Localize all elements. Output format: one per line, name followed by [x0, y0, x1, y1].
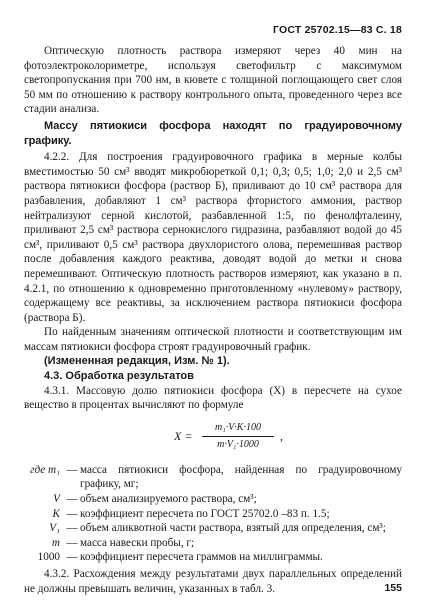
page-number: 155 [384, 582, 402, 594]
definition-dash: — [66, 522, 78, 535]
paragraph-calibration-note: Массу пятиокиси фосфора находят по градуировочному графику. [24, 119, 402, 147]
paragraph-4-3-1: 4.3.1. Массовую долю пятиокиси фосфора (X) в пересчете на сухое вещество в процентах вычисляют по формуле [24, 384, 402, 412]
formula-end: , [280, 428, 283, 443]
definition-dash: — [66, 493, 78, 506]
paragraph-amendment: (Измененная редакция, Изм. № 1). [44, 355, 230, 368]
formula-denominator: m·V₁·1000 [217, 439, 259, 451]
definition-dash: — [66, 507, 78, 520]
definition-text: коэффициент пересчета граммов на миллиграммы. [80, 551, 323, 564]
definition-symbol: m [51, 536, 60, 549]
paragraph-4-3-2: 4.3.2. Расхождения между результатами двух параллельных определений не должны превышать величин, указанных в табл. 3. [24, 568, 402, 595]
formula-numerator: m₁·V·K·100 [202, 421, 274, 438]
formula-lhs: X = [174, 428, 193, 443]
definition-dash: — [66, 463, 78, 476]
running-header: ГОСТ 25702.15—83 С. 18 [272, 24, 402, 36]
definition-text: масса навески пробы, г; [80, 536, 195, 549]
definition-symbol: V [53, 493, 60, 506]
section-heading-4-3: 4.3. Обработка результатов [44, 370, 194, 383]
definition-text: объем анализируемого раствора, см³; [80, 493, 257, 506]
paragraph-optical-density: Оптическую плотность раствора измеряют через 40 мин на фотоэлектроколориметре, используя светофильтр с максимумом светопропускания при 700 нм, в кювете с толщиной поглощающего свет слоя 50 мм по отношению к раствору контрольного опыта, проведенного через все стадии анализа. [24, 45, 402, 116]
body-text [24, 44, 402, 596]
definition-dash: — [66, 536, 78, 549]
definition-text: масса пятиокиси фосфора, найденная по градуировочному графику, мг; [80, 463, 402, 491]
definition-symbol: K [52, 507, 60, 520]
definition-symbol: где m₁ [30, 463, 60, 476]
paragraph-4-2-2: 4.2.2. Для построения градуировочного графика в мерные колбы вместимостью 50 см³ вводят микробюреткой 0,1; 0,3; 0,5; 1,0; 2,0 и 2,5 см³ раствора пятиокиси фосфора (раствор Б), приливают до 10 см³ раствора для разбавления, добавляют 1 см³ раствора фтористого аммония, раствор нейтрализуют серной кислотой, разбавленной 1:5, по фенолфталеину, приливают 2,5 см³ раствора сернокислого гидразина, разбавляют водой до 45 см³, приливают 0,5 см³ раствора двухлористого олова, перемешивая раствор после добавления каждого реактива, доводят водой до метки и снова перемешивают. Оптическую плотность растворов измеряют, как указано в п. 4.2.1, по отношению к одновременно приготовленному «нулевому» раствору, содержащему все реактивы, за исключением раствора пятиокиси фосфора (раствора Б). [24, 151, 402, 324]
definition-symbol: V₁ [49, 522, 60, 535]
definition-text: коэффициент пересчета по ГОСТ 25702.0 –83 п. 1.5; [80, 507, 330, 520]
definition-text: объем аликвотной части раствора, взятый для определения, см³; [80, 522, 386, 535]
definitions-list [24, 463, 402, 565]
definition-symbol: 1000 [37, 551, 60, 564]
formula-fraction [202, 421, 274, 453]
definition-dash: — [66, 551, 78, 564]
formula [24, 417, 402, 457]
paragraph-graph: По найденным значениям оптической плотности и соответствующим им массам пятиокиси фосфора строят градуировочный график. [24, 326, 402, 353]
